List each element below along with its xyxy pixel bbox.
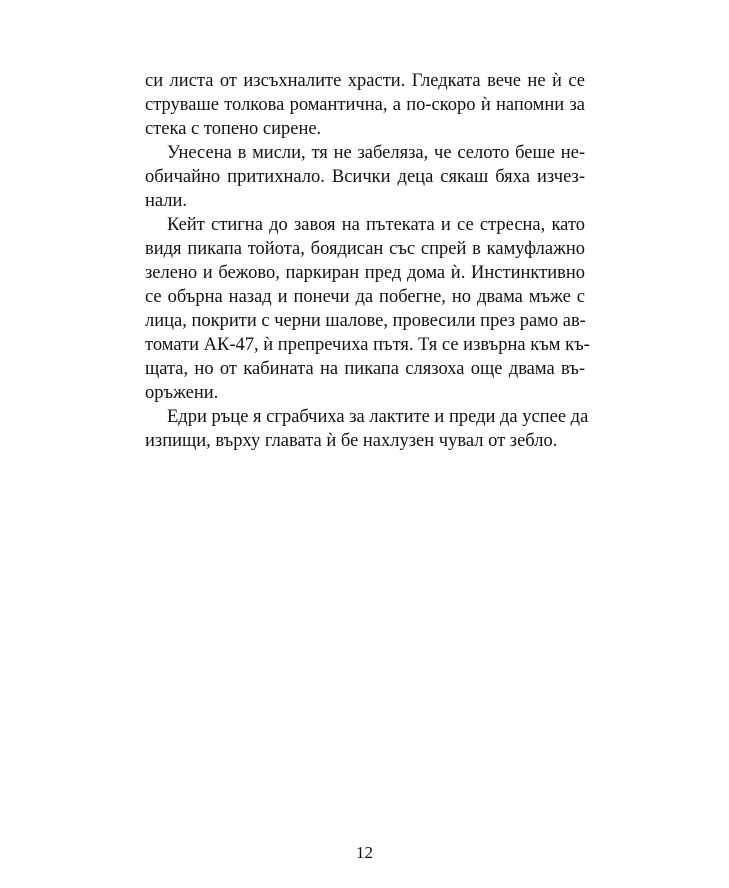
text-line: се обърна назад и понечи да побегне, но двама мъже с <box>145 287 585 307</box>
text-line: видя пикапа тойота, боядисан със спрей в камуфлажно <box>145 239 585 259</box>
text-line: стека с топено сирене. <box>145 119 322 139</box>
page-number: 12 <box>356 843 373 862</box>
paragraph-first-line: Едри ръце я сграбчиха за лактите и преди да успее да <box>167 407 589 427</box>
text-line: томати АК-47, ѝ препречиха пътя. Тя се извърна към къ- <box>145 335 590 355</box>
paragraph-first-line: Кейт стигна до завоя на пътеката и се стресна, като <box>167 215 585 235</box>
text-line: лица, покрити с черни шалове, провесили през рамо ав- <box>145 311 586 331</box>
text-line: щата, но от кабината на пикапа слязоха още двама въ- <box>145 359 585 379</box>
text-line: изпищи, върху главата ѝ бе нахлузен чувал от зебло. <box>145 431 558 451</box>
text-line: струваше толкова романтична, а по-скоро ѝ напомни за <box>145 95 585 115</box>
text-line: обичайно притихнало. Всички деца сякаш бяха изчез- <box>145 167 585 187</box>
text-line: оръжени. <box>145 383 219 403</box>
text-line: си листа от изсъхналите храсти. Гледката вече не ѝ се <box>145 71 585 91</box>
paragraph-first-line: Унесена в мисли, тя не забеляза, че селото беше не- <box>167 143 585 163</box>
text-line: нали. <box>145 191 188 211</box>
body-text <box>145 69 590 453</box>
text-line: зелено и бежово, паркиран пред дома ѝ. Инстинктивно <box>145 263 585 283</box>
